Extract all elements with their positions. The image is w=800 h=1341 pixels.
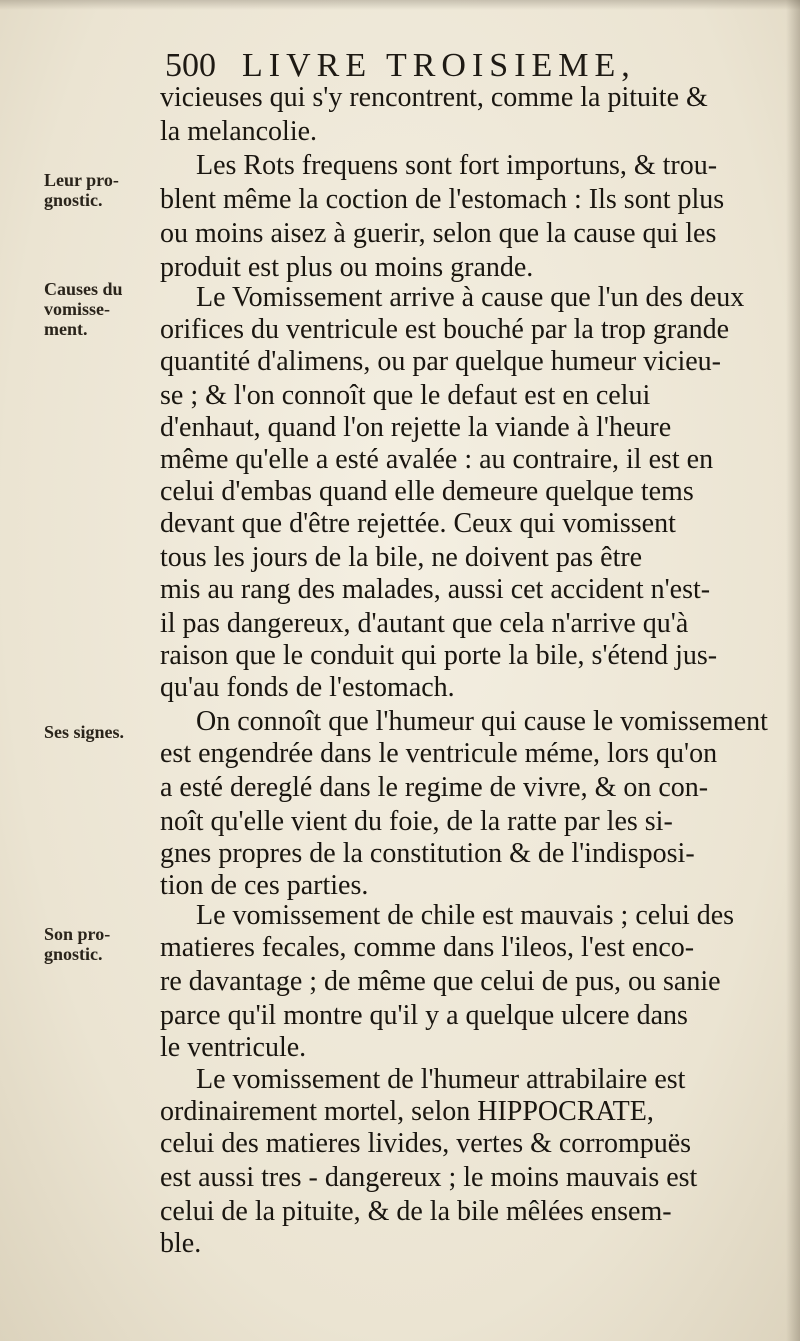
text-line: re davantage ; de même que celui de pus, ou sanie [160, 966, 721, 997]
margin-note-text: Ses signes. [44, 722, 125, 742]
text-line: Le vomissement de chile est mauvais ; celui des [196, 900, 735, 931]
text-line: tion de ces parties. [160, 870, 369, 901]
text-line: quantité d'alimens, ou par quelque humeur vicieu- [160, 346, 721, 377]
margin-note-causes [44, 279, 160, 339]
text-line: celui d'embas quand elle demeure quelque tems [160, 476, 694, 507]
text-line: On connoît que l'humeur qui cause le vomissement [196, 706, 768, 737]
text-line: ou moins aisez à guerir, selon que la cause qui les [160, 218, 717, 249]
text-line: Le vomissement de l'humeur attrabilaire est [196, 1064, 686, 1095]
text-line: tous les jours de la bile, ne doivent pas être [160, 542, 643, 573]
text-line: d'enhaut, quand l'on rejette la viande à l'heure [160, 412, 672, 443]
margin-note-prognostic-2 [44, 924, 160, 964]
text-line: a esté dereglé dans le regime de vivre, & on con- [160, 772, 709, 803]
text-line: il pas dangereux, d'autant que cela n'arrive qu'à [160, 608, 689, 639]
text-line: Le Vomissement arrive à cause que l'un des deux [196, 282, 745, 313]
text-line: la melancolie. [160, 116, 318, 147]
text-line: produit est plus ou moins grande. [160, 252, 534, 283]
margin-note-signs [44, 722, 160, 742]
text-line: même qu'elle a esté avalée : au contraire, il est en [160, 444, 714, 475]
page-number: 500 [165, 47, 216, 84]
text-line: vicieuses qui s'y rencontrent, comme la pituite & [160, 82, 708, 113]
text-line: noît qu'elle vient du foie, de la ratte par les si- [160, 806, 673, 837]
text-line: matieres fecales, comme dans l'ileos, l'est enco- [160, 932, 695, 963]
page-spine-shadow [786, 0, 800, 1341]
text-line: se ; & l'on connoît que le defaut est en celui [160, 380, 651, 411]
margin-note-prognostic [44, 170, 160, 210]
text-line: blent même la coction de l'estomach : Ils sont plus [160, 184, 725, 215]
text-line: celui des matieres livides, vertes & corrompuës [160, 1128, 692, 1159]
text-line: raison que le conduit qui porte la bile, s'étend jus- [160, 640, 718, 671]
text-line: gnes propres de la constitution & de l'indisposi- [160, 838, 695, 869]
text-line: orifices du ventricule est bouché par la trop grande [160, 314, 730, 345]
running-title: LIVRE TROISIEME, [242, 47, 636, 84]
margin-note-text: Leur pro- gnostic. [44, 170, 119, 210]
text-line: qu'au fonds de l'estomach. [160, 672, 455, 703]
text-line: mis au rang des malades, aussi cet accident n'est- [160, 574, 711, 605]
text-line: est aussi tres - dangereux ; le moins mauvais est [160, 1162, 698, 1193]
text-line: Les Rots frequens sont fort importuns, & trou- [196, 150, 718, 181]
margin-note-text: Causes du vomisse- ment. [44, 279, 123, 339]
margin-note-text: Son pro- gnostic. [44, 924, 111, 964]
text-line: parce qu'il montre qu'il y a quelque ulcere dans [160, 1000, 688, 1031]
page-top-shadow [0, 0, 800, 10]
text-line: le ventricule. [160, 1032, 307, 1063]
text-line: devant que d'être rejettée. Ceux qui vomissent [160, 508, 676, 539]
text-line: est engendrée dans le ventricule méme, lors qu'on [160, 738, 718, 769]
text-line: ble. [160, 1228, 202, 1259]
text-line: ordinairement mortel, selon HIPPOCRATE, [160, 1096, 654, 1127]
text-line: celui de la pituite, & de la bile mêlées ensem- [160, 1196, 672, 1227]
